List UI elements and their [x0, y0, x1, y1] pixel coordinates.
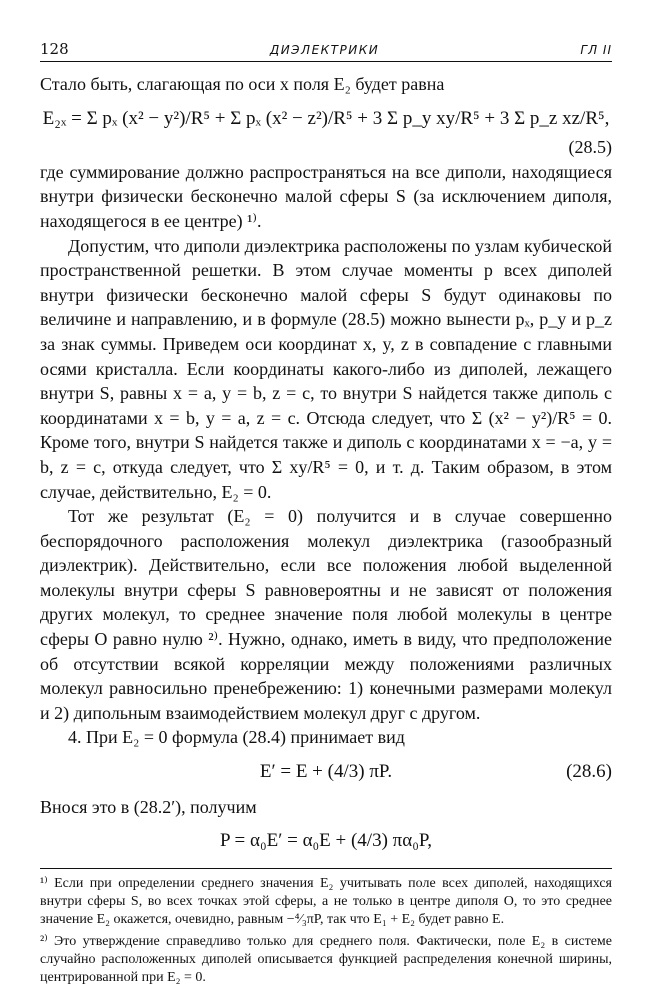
chapter-label: ГЛ II	[580, 43, 612, 57]
paragraph-substitution: Внося это в (28.2′), получим	[40, 796, 257, 817]
footnote-2: ²⁾ Это утверждение справедливо только для среднего поля. Фактически, поле E₂ в системе случайно расположенных диполей описывается функцией распределения конечной ширины, центрированной при E₂ = 0.	[40, 933, 612, 985]
footnote-1: ¹⁾ Если при определении среднего значения E₂ учитывать поле всех диполей, находящихся внутри сферы S, во всех точках этой сферы, а не только в центре диполя O, то это среднее значение E₂ окажется, очевидно, равным −⁴⁄₃πP, так что E₁ + E₂ будет равно E.	[40, 875, 612, 927]
page-body	[40, 72, 612, 854]
equation-28-5-text: E₂ₓ = Σ pₓ (x² − y²)/R⁵ + Σ pₓ (x² − z²)/R⁵ + 3 Σ p_y xy/R⁵ + 3 Σ p_z xz/R⁵,	[42, 107, 610, 129]
equation-28-6-label: (28.6)	[566, 761, 612, 783]
equation-28-5-label: (28.5)	[568, 137, 612, 158]
running-title: ДИЭЛЕКТРИКИ	[269, 43, 380, 57]
equation-polarization-text: P = α₀E′ = α₀E + (4/3) πα₀P,	[219, 830, 433, 852]
page-number: 128	[40, 40, 69, 58]
equation-polarization	[40, 829, 612, 854]
running-header	[40, 40, 612, 62]
paragraph-intro: Стало быть, слагающая по оси x поля E₂ будет равна	[40, 74, 445, 94]
paragraph-cubic-lattice: Допустим, что диполи диэлектрика расположены по узлам кубической пространственной решетки. В этом случае моменты p всех диполей внутри физически бесконечно малой сферы S будут одинаковы по величине и направлению, и в формуле (28.5) можно вынести pₓ, p_y и p_z за знак суммы. Приведем оси координат x, y, z в совпадение с главными осями кристалла. Если координаты какого-либо из диполей, лежащего внутри S, равны x = a, y = b, z = c, то внутри S найдется также диполь с координатами x = b, y = a, z = c. Отсюда следует, что Σ (x² − y²)/R⁵ = 0. Кроме того, внутри S найдется также и диполь с координатами x = −a, y = b, z = c, откуда следует, что Σ xy/R⁵ = 0, и т. д. Таким образом, в этом случае, действительно, E₂ = 0.	[40, 235, 612, 502]
paragraph-formula-28-4: 4. При E₂ = 0 формула (28.4) принимает вид	[68, 727, 405, 748]
equation-28-5	[40, 107, 612, 132]
footnotes	[40, 868, 612, 987]
paragraph-gas-dielectric: Тот же результат (E₂ = 0) получится и в случае совершенно беспорядочного расположения молекул диэлектрика (газообразный диэлектрик). Действительно, если все положения любой выделенной молекулы внутри сферы S равновероятны и не зависят от положения других молекул, то среднее значение поля любой молекулы в центре сферы O равно нулю ²⁾. Нужно, однако, иметь в виду, что предположение об отсутствии всякой корреляции между положениями различных молекул равносильно пренебрежению: 1) конечными размерами молекул и 2) дипольным взаимодействием молекул друг с другом.	[40, 506, 612, 723]
equation-28-6-text: E′ = E + (4/3) πP.	[259, 761, 393, 783]
equation-28-6	[40, 760, 612, 785]
paragraph-summation: где суммирование должно распространяться на все диполи, находящиеся внутри физически бесконечно малой сферы S (за исключением диполя, находящегося в ее центре) ¹⁾.	[40, 161, 612, 231]
book-page	[40, 40, 612, 991]
